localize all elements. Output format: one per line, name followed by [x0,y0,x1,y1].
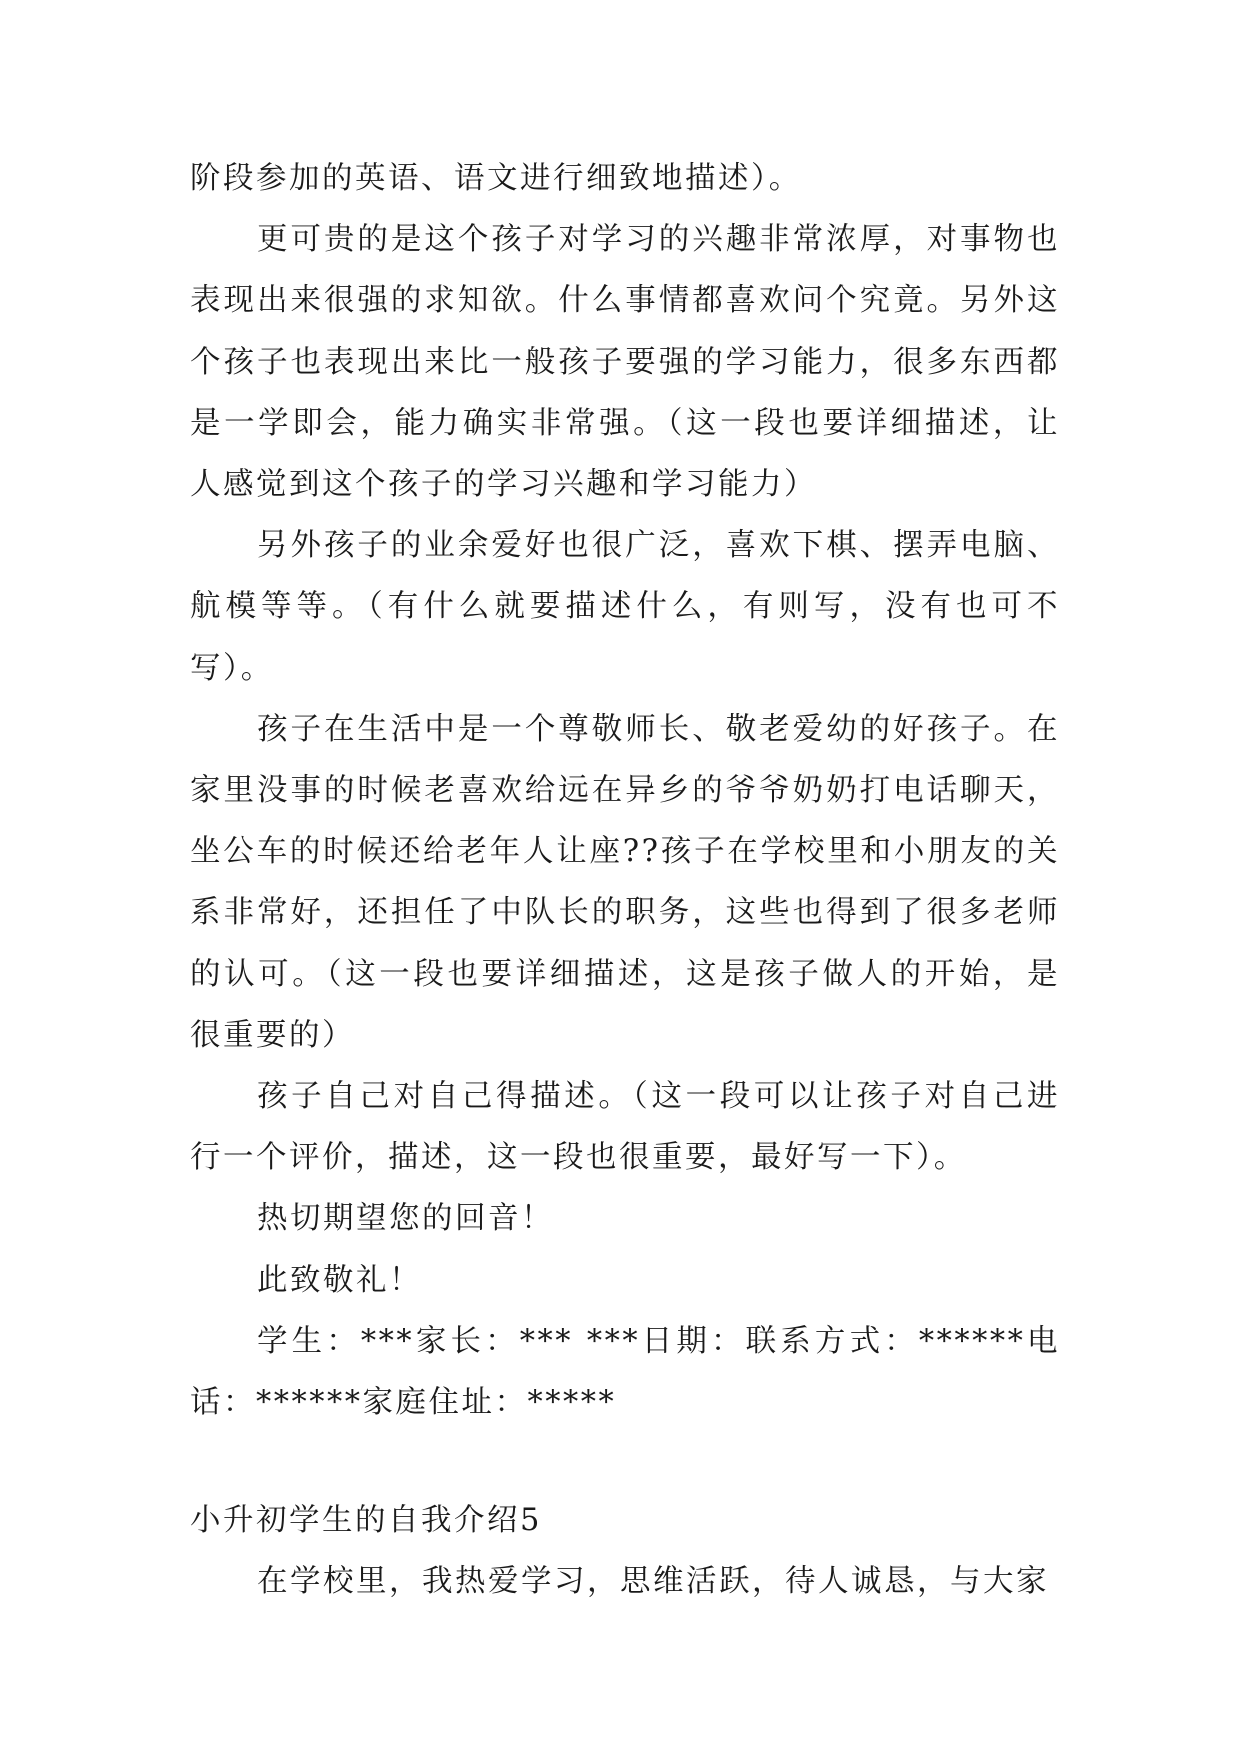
paragraph-contact-info: 学生：***家长：*** ***日期：联系方式：******电话：******家庭住址：***** [190,1323,1060,1421]
paragraph-closing-hope: 热切期望您的回音！ [257,1201,554,1237]
paragraph-hobbies: 另外孩子的业余爱好也很广泛，喜欢下棋、摆弄电脑、航模等等。（有什么就要描述什么，有则写，没有也可不写）。 [190,528,1060,686]
paragraph-daily-life: 孩子在生活中是一个尊敬师长、敬老爱幼的好孩子。在家里没事的时候老喜欢给远在异乡的爷爷奶奶打电话聊天，坐公车的时候还给老年人让座??孩子在学校里和小朋友的关系非常好，还担任了中队长的职务，这些也得到了很多老师的认可。（这一段也要详细描述，这是孩子做人的开始，是很重要的） [190,711,1060,1053]
document-body [190,148,1060,1613]
paragraph-continuation: 阶段参加的英语、语文进行细致地描述）。 [190,161,802,196]
section-title: 小升初学生的自我介绍5 [190,1503,542,1539]
paragraph-learning-interest: 更可贵的是这个孩子对学习的兴趣非常浓厚，对事物也表现出来很强的求知欲。什么事情都喜欢问个究竟。另外这个孩子也表现出来比一般孩子要强的学习能力，很多东西都是一学即会，能力确实非常强。（这一段也要详细描述，让人感觉到这个孩子的学习兴趣和学习能力） [190,222,1060,503]
paragraph-salutation: 此致敬礼！ [257,1262,422,1298]
paragraph-self-description: 孩子自己对自己得描述。（这一段可以让孩子对自己进行一个评价，描述，这一段也很重要，最好写一下）。 [190,1079,1060,1176]
section-first-paragraph: 在学校里，我热爱学习，思维活跃，待人诚恳，与大家 [257,1564,1049,1600]
